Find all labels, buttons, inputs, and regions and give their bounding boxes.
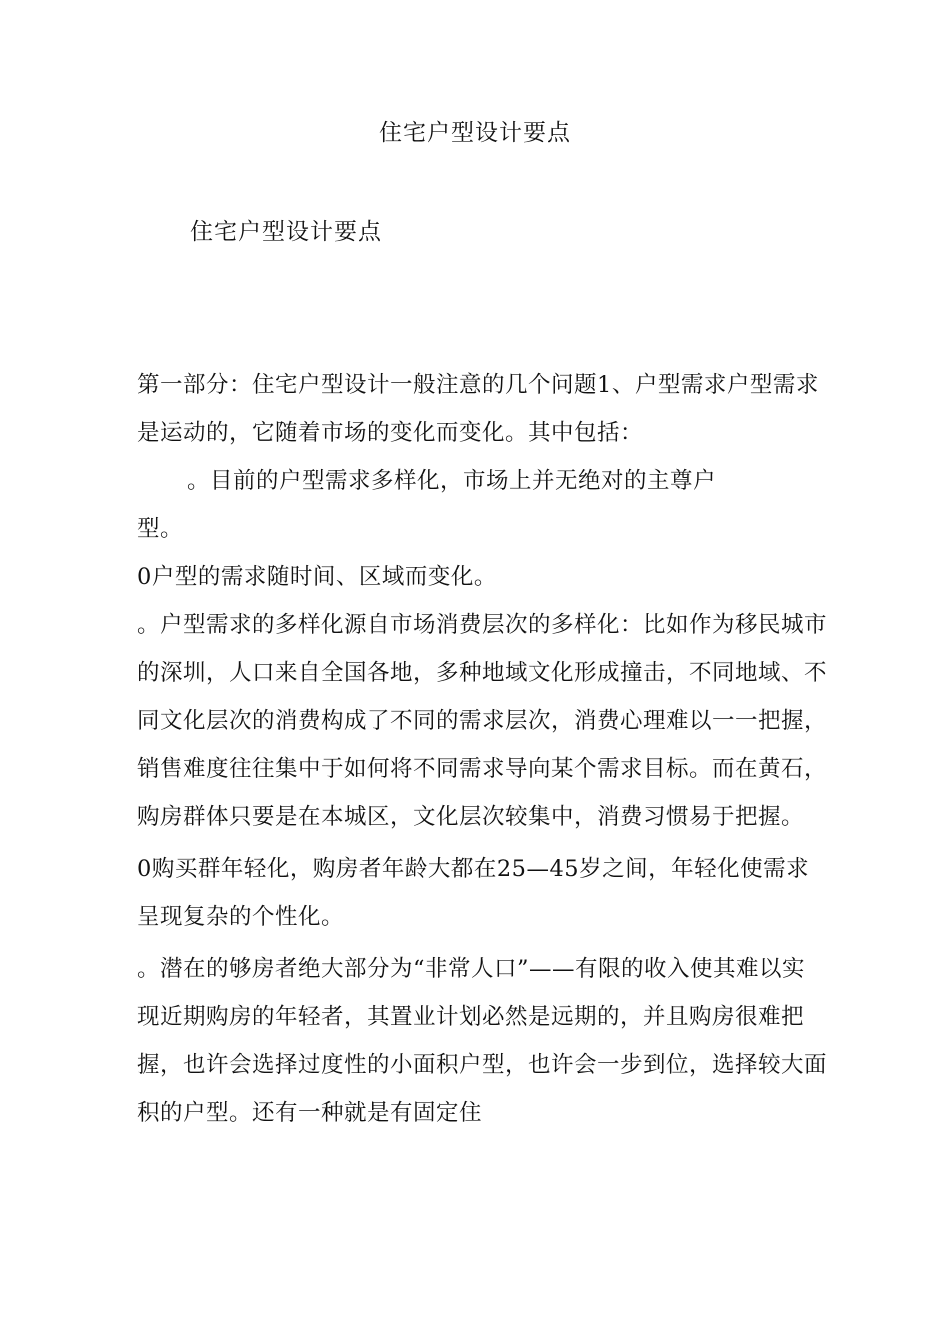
paragraph-bullet-potential-buyers: 。潜在的够房者绝大部分为“非常人口”——有限的收入使其难以实现近期购房的年轻者，其置业计划必然是远期的，并且购房很难把握，也许会选择过度性的小面积户型，也许会一步到位，选择较大面积的户型。还有一种就是有固定住 <box>137 956 828 1126</box>
page-title: 住宅户型设计要点 <box>379 120 571 146</box>
paragraph-bullet-diverse-demand: 。目前的户型需求多样化，市场上并无绝对的主尊户 <box>187 468 717 494</box>
page-subtitle: 住宅户型设计要点 <box>190 219 382 245</box>
paragraph-bullet-time-region: 0户型的需求随时间、区域而变化。 <box>137 564 497 590</box>
paragraph-bullet-younger-buyers: 0购买群年轻化，购房者年龄大都在25—45岁之间，年轻化使需求呈现复杂的个性化。 <box>137 856 810 930</box>
document-body <box>137 361 827 1137</box>
paragraph-bullet-diverse-demand-end: 型。 <box>137 516 184 542</box>
paragraph-bullet-consumption-levels: 。户型需求的多样化源自市场消费层次的多样化：比如作为移民城市的深圳，人口来自全国各地，多种地域文化形成撞击，不同地域、不同文化层次的消费构成了不同的需求层次，消费心理难以一一把握，销售难度往往集中于如何将不同需求导向某个需求目标。而在黄石，购房群体只要是在本城区，文化层次较集中，消费习惯易于把握。 <box>137 612 828 830</box>
paragraph-part-one-intro: 第一部分：住宅户型设计一般注意的几个问题1、户型需求户型需求是运动的，它随着市场的变化而变化。其中包括： <box>137 372 819 446</box>
